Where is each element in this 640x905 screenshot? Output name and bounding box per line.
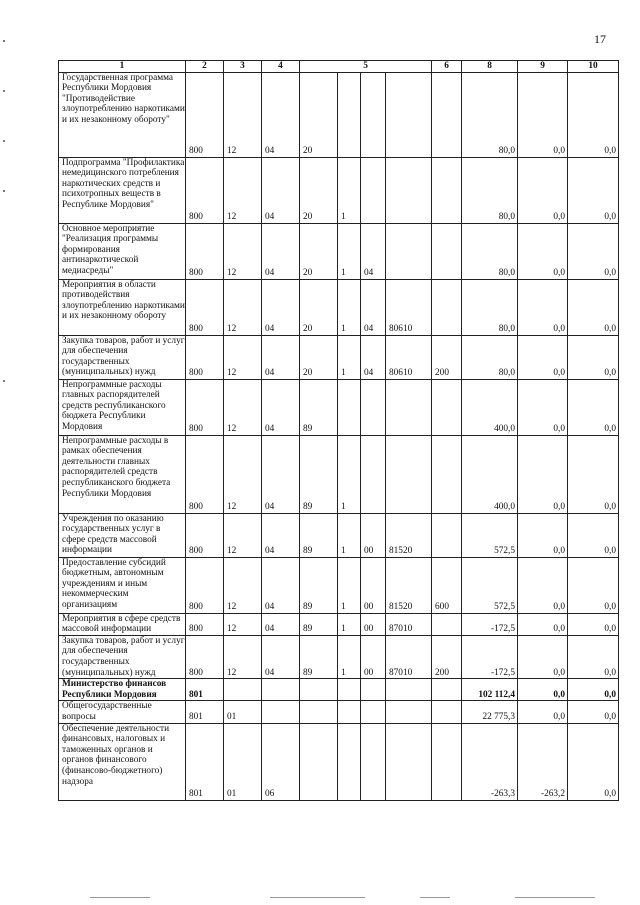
direction-code-cell: [386, 723, 432, 800]
activity-code-cell: 04: [361, 223, 386, 279]
section-cell: 12: [224, 635, 262, 678]
subprogram-code-cell: 1: [338, 279, 361, 335]
section-cell: 12: [224, 279, 262, 335]
direction-code-cell: [386, 701, 432, 723]
amount-col10-cell: 0,0: [568, 435, 619, 513]
program-code-cell: [300, 723, 338, 800]
amount-cell: 80,0: [462, 157, 518, 223]
activity-code-cell: 00: [361, 635, 386, 678]
subprogram-code-cell: 1: [338, 335, 361, 379]
subprogram-code-cell: 1: [338, 223, 361, 279]
activity-code-cell: 04: [361, 335, 386, 379]
subprogram-code-cell: 1: [338, 613, 361, 635]
activity-code-cell: [361, 72, 386, 157]
amount-cell: -172,5: [462, 613, 518, 635]
expense-type-cell: [432, 279, 462, 335]
activity-code-cell: [361, 157, 386, 223]
scan-line: [270, 897, 365, 898]
expense-type-cell: 200: [432, 335, 462, 379]
subprogram-code-cell: 1: [338, 157, 361, 223]
ministry-code-cell: 800: [186, 335, 224, 379]
ministry-code-cell: 800: [186, 513, 224, 557]
program-code-cell: 89: [300, 557, 338, 613]
row-name-cell: Закупка товаров, работ и услуг для обеспечения государственных (муниципальных) нужд: [59, 335, 186, 379]
ministry-code-cell: 800: [186, 379, 224, 435]
activity-code-cell: 00: [361, 513, 386, 557]
ministry-code-cell: 800: [186, 72, 224, 157]
amount-cell: 80,0: [462, 223, 518, 279]
amount-col9-cell: 0,0: [518, 72, 568, 157]
section-cell: 12: [224, 557, 262, 613]
page-number: 17: [594, 32, 606, 46]
subsection-cell: 04: [262, 157, 300, 223]
activity-code-cell: 00: [361, 613, 386, 635]
subsection-cell: 04: [262, 435, 300, 513]
direction-code-cell: [386, 435, 432, 513]
row-name-cell: Мероприятия в области противодействия злоупотреблению наркотиками и их незаконному обороту: [59, 279, 186, 335]
section-cell: 12: [224, 513, 262, 557]
direction-code-cell: 81520: [386, 557, 432, 613]
amount-col10-cell: 0,0: [568, 723, 619, 800]
program-code-cell: 89: [300, 435, 338, 513]
table-row: [59, 157, 619, 223]
amount-col9-cell: 0,0: [518, 701, 568, 723]
row-name-cell: Основное мероприятие "Реализация программы формирования антинаркотической медиасреды": [59, 223, 186, 279]
subprogram-code-cell: [338, 72, 361, 157]
scan-line: [420, 897, 450, 898]
direction-code-cell: [386, 72, 432, 157]
scan-mark: [3, 90, 5, 92]
expense-type-cell: 600: [432, 557, 462, 613]
row-name-cell: Непрограммные расходы в рамках обеспечения деятельности главных распорядителей средств республиканского бюджета Республики Мордовия: [59, 435, 186, 513]
section-cell: 12: [224, 379, 262, 435]
table-row: [59, 513, 619, 557]
activity-code-cell: [361, 701, 386, 723]
subsection-cell: 04: [262, 279, 300, 335]
table-row: [59, 679, 619, 701]
header-col-8: 8: [462, 61, 518, 73]
table-row: [59, 723, 619, 800]
direction-code-cell: [386, 223, 432, 279]
scan-mark: [3, 190, 5, 192]
direction-code-cell: [386, 679, 432, 701]
table-row: [59, 557, 619, 613]
direction-code-cell: 80610: [386, 335, 432, 379]
amount-col10-cell: 0,0: [568, 379, 619, 435]
activity-code-cell: [361, 435, 386, 513]
expense-type-cell: [432, 157, 462, 223]
amount-cell: -172,5: [462, 635, 518, 678]
program-code-cell: 20: [300, 223, 338, 279]
activity-code-cell: 04: [361, 279, 386, 335]
ministry-code-cell: 801: [186, 679, 224, 701]
subsection-cell: 04: [262, 379, 300, 435]
ministry-code-cell: 800: [186, 613, 224, 635]
subprogram-code-cell: [338, 701, 361, 723]
activity-code-cell: 00: [361, 557, 386, 613]
program-code-cell: 20: [300, 72, 338, 157]
ministry-code-cell: 800: [186, 157, 224, 223]
subprogram-code-cell: 1: [338, 435, 361, 513]
subprogram-code-cell: 1: [338, 513, 361, 557]
header-row: [59, 61, 619, 73]
subsection-cell: 04: [262, 635, 300, 678]
scan-line: [90, 897, 150, 898]
subprogram-code-cell: [338, 679, 361, 701]
amount-col10-cell: 0,0: [568, 157, 619, 223]
amount-cell: -263,3: [462, 723, 518, 800]
direction-code-cell: [386, 379, 432, 435]
program-code-cell: [300, 701, 338, 723]
amount-cell: 400,0: [462, 379, 518, 435]
section-cell: 12: [224, 335, 262, 379]
scan-mark: [3, 40, 5, 42]
table-row: [59, 435, 619, 513]
budget-table: [58, 60, 619, 801]
direction-code-cell: 87010: [386, 613, 432, 635]
program-code-cell: 20: [300, 335, 338, 379]
program-code-cell: 89: [300, 513, 338, 557]
table-row: [59, 335, 619, 379]
table-row: [59, 279, 619, 335]
amount-cell: 572,5: [462, 557, 518, 613]
amount-col9-cell: -263,2: [518, 723, 568, 800]
expense-type-cell: [432, 723, 462, 800]
section-cell: 12: [224, 157, 262, 223]
amount-col9-cell: 0,0: [518, 279, 568, 335]
activity-code-cell: [361, 379, 386, 435]
subsection-cell: 04: [262, 613, 300, 635]
direction-code-cell: 87010: [386, 635, 432, 678]
ministry-code-cell: 800: [186, 279, 224, 335]
subsection-cell: 04: [262, 72, 300, 157]
amount-cell: 22 775,3: [462, 701, 518, 723]
ministry-code-cell: 800: [186, 223, 224, 279]
amount-col9-cell: 0,0: [518, 635, 568, 678]
expense-type-cell: [432, 613, 462, 635]
row-name-cell: Учреждения по оказанию государственных услуг в сфере средств массовой информации: [59, 513, 186, 557]
amount-cell: 102 112,4: [462, 679, 518, 701]
header-col-2: 2: [186, 61, 224, 73]
expense-type-cell: [432, 72, 462, 157]
table-row: [59, 613, 619, 635]
ministry-code-cell: 801: [186, 723, 224, 800]
program-code-cell: 89: [300, 635, 338, 678]
section-cell: 12: [224, 613, 262, 635]
amount-col9-cell: 0,0: [518, 679, 568, 701]
amount-col10-cell: 0,0: [568, 701, 619, 723]
table-row: [59, 379, 619, 435]
table-row: [59, 635, 619, 678]
program-code-cell: 89: [300, 379, 338, 435]
header-col-6: 6: [432, 61, 462, 73]
amount-col9-cell: 0,0: [518, 435, 568, 513]
activity-code-cell: [361, 723, 386, 800]
subprogram-code-cell: [338, 379, 361, 435]
amount-col9-cell: 0,0: [518, 557, 568, 613]
row-name-cell: Закупка товаров, работ и услуг для обеспечения государственных (муниципальных) нужд: [59, 635, 186, 678]
row-name-cell: Непрограммные расходы главных распорядителей средств республиканского бюджета Республики Мордовия: [59, 379, 186, 435]
expense-type-cell: [432, 379, 462, 435]
subsection-cell: 04: [262, 223, 300, 279]
amount-col10-cell: 0,0: [568, 613, 619, 635]
amount-col10-cell: 0,0: [568, 513, 619, 557]
scan-mark: [3, 380, 5, 382]
subsection-cell: 04: [262, 513, 300, 557]
header-col-1: 1: [59, 61, 186, 73]
header-col-4: 4: [262, 61, 300, 73]
subsection-cell: 04: [262, 335, 300, 379]
direction-code-cell: 81520: [386, 513, 432, 557]
program-code-cell: 20: [300, 279, 338, 335]
subsection-cell: [262, 679, 300, 701]
expense-type-cell: [432, 513, 462, 557]
amount-cell: 80,0: [462, 335, 518, 379]
amount-cell: 80,0: [462, 72, 518, 157]
subprogram-code-cell: 1: [338, 557, 361, 613]
amount-col9-cell: 0,0: [518, 157, 568, 223]
subprogram-code-cell: 1: [338, 635, 361, 678]
ministry-code-cell: 800: [186, 557, 224, 613]
amount-cell: 80,0: [462, 279, 518, 335]
amount-col9-cell: 0,0: [518, 513, 568, 557]
program-code-cell: 20: [300, 157, 338, 223]
subprogram-code-cell: [338, 723, 361, 800]
ministry-code-cell: 801: [186, 701, 224, 723]
row-name-cell: Обеспечение деятельности финансовых, налоговых и таможенных органов и органов финансового (финансово-бюджетного) надзора: [59, 723, 186, 800]
section-cell: 12: [224, 435, 262, 513]
section-cell: [224, 679, 262, 701]
scan-mark: [3, 140, 5, 142]
subsection-cell: [262, 701, 300, 723]
amount-col10-cell: 0,0: [568, 635, 619, 678]
expense-type-cell: 200: [432, 635, 462, 678]
header-col-10: 10: [568, 61, 619, 73]
amount-col10-cell: 0,0: [568, 279, 619, 335]
amount-col9-cell: 0,0: [518, 613, 568, 635]
scan-line: [515, 897, 595, 898]
header-col-3: 3: [224, 61, 262, 73]
row-name-cell: Государственная программа Республики Мордовия "Противодействие злоупотреблению наркотиками и их незаконному обороту": [59, 72, 186, 157]
amount-col9-cell: 0,0: [518, 379, 568, 435]
section-cell: 01: [224, 701, 262, 723]
header-col-5: 5: [300, 61, 432, 73]
activity-code-cell: [361, 679, 386, 701]
expense-type-cell: [432, 435, 462, 513]
row-name-cell: Подпрограмма "Профилактика немедицинского потребления наркотических средств и психотропных веществ в Республике Мордовия": [59, 157, 186, 223]
amount-col10-cell: 0,0: [568, 72, 619, 157]
direction-code-cell: [386, 157, 432, 223]
amount-col10-cell: 0,0: [568, 557, 619, 613]
table-row: [59, 72, 619, 157]
section-cell: 12: [224, 223, 262, 279]
amount-col9-cell: 0,0: [518, 223, 568, 279]
table-row: [59, 701, 619, 723]
table-row: [59, 223, 619, 279]
expense-type-cell: [432, 223, 462, 279]
amount-col10-cell: 0,0: [568, 679, 619, 701]
row-name-cell: Министерство финансов Республики Мордовия: [59, 679, 186, 701]
amount-col10-cell: 0,0: [568, 223, 619, 279]
amount-cell: 400,0: [462, 435, 518, 513]
row-name-cell: Предоставление субсидий бюджетным, автономным учреждениям и иным некоммерческим организациям: [59, 557, 186, 613]
direction-code-cell: 80610: [386, 279, 432, 335]
program-code-cell: 89: [300, 613, 338, 635]
ministry-code-cell: 800: [186, 635, 224, 678]
section-cell: 01: [224, 723, 262, 800]
program-code-cell: [300, 679, 338, 701]
header-col-9: 9: [518, 61, 568, 73]
amount-col10-cell: 0,0: [568, 335, 619, 379]
subsection-cell: 06: [262, 723, 300, 800]
expense-type-cell: [432, 679, 462, 701]
section-cell: 12: [224, 72, 262, 157]
amount-cell: 572,5: [462, 513, 518, 557]
row-name-cell: Общегосударственные вопросы: [59, 701, 186, 723]
subsection-cell: 04: [262, 557, 300, 613]
ministry-code-cell: 800: [186, 435, 224, 513]
amount-col9-cell: 0,0: [518, 335, 568, 379]
row-name-cell: Мероприятия в сфере средств массовой информации: [59, 613, 186, 635]
expense-type-cell: [432, 701, 462, 723]
